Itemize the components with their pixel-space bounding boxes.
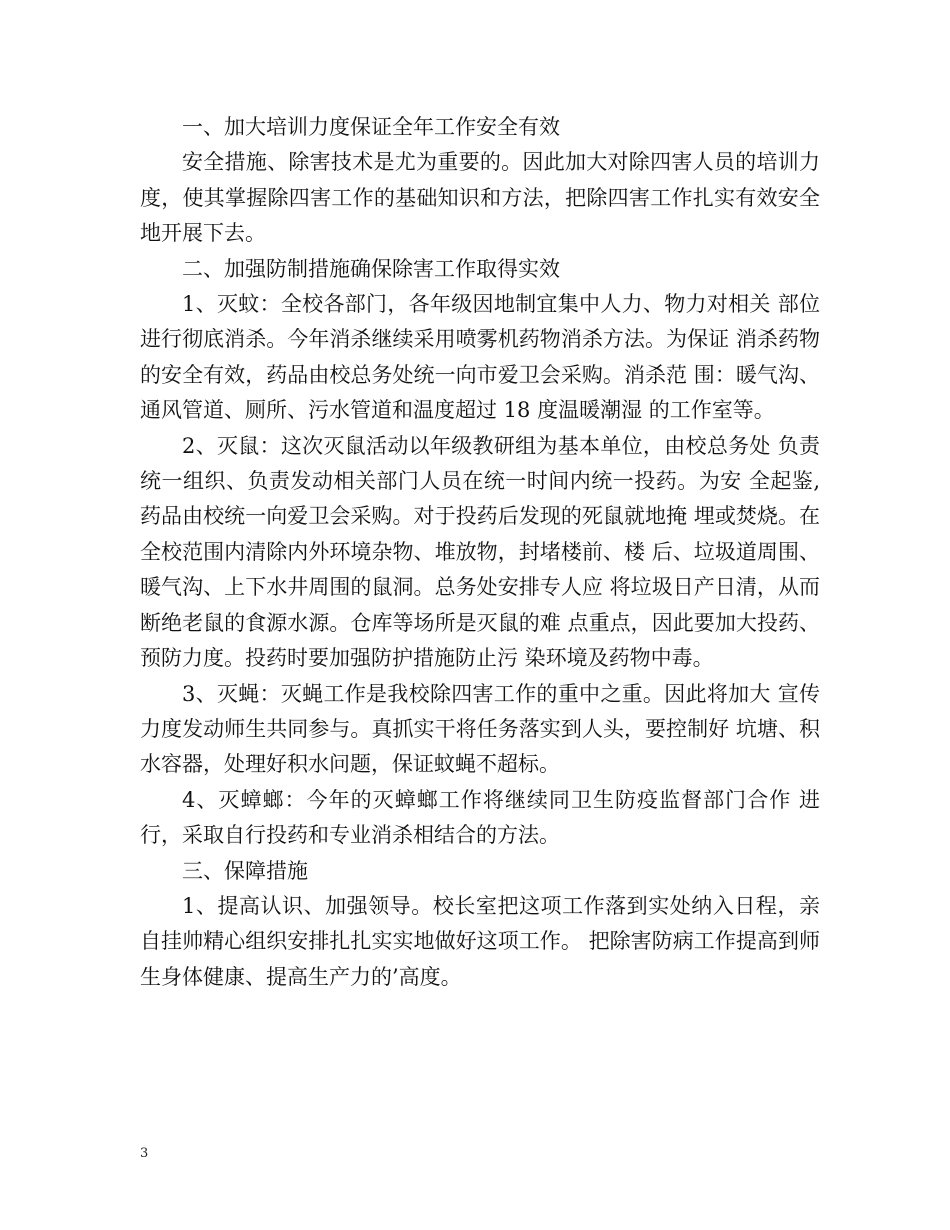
section-heading-prevention: 二、加强防制措施确保除害工作取得实效 bbox=[182, 256, 560, 281]
section-heading-training: 一、加大培训力度保证全年工作安全有效 bbox=[182, 115, 560, 139]
paragraph-rats: 2、灭鼠：这次灭鼠活动以年级教研组为基本单位，由校总务处 负责统一组织、负责发动相关部门人员在统一时间内统一投药。为安 全起鉴,药品由校统一向爱卫会采购。对于投药后发现的死鼠就地掩 埋或焚烧。在全校范围内清除内外环境杂物、堆放物，封堵楼前、楼 后、垃圾道周围、暖气沟、上下水井周围的鼠洞。总务处安排专人应 将垃圾日产日清，从而断绝老鼠的食源水源。仓库等场所是灭鼠的难 点重点，因此要加大投药、预防力度。投药时要加强防护措施防止污 染环境及药物中毒。 bbox=[140, 433, 820, 671]
section-heading-safeguards: 三、保障措施 bbox=[182, 858, 308, 883]
page-number: 3 bbox=[140, 1146, 149, 1161]
document-body bbox=[140, 110, 820, 995]
paragraph-mosquitoes: 1、灭蚊：全校各部门，各年级因地制宜集中人力、物力对相关 部位进行彻底消杀。今年消杀继续采用喷雾机药物消杀方法。为保证 消杀药物的安全有效，药品由校总务处统一向市爱卫会采购。消杀范 围：暖气沟、通风管道、厕所、污水管道和温度超过 18 度温暖潮湿 的工作室等。 bbox=[140, 292, 820, 423]
paragraph-cockroaches: 4、灭蟑螂：今年的灭蟑螂工作将继续同卫生防疫监督部门合作 进行，采取自行投药和专业消杀相结合的方法。 bbox=[140, 787, 820, 848]
paragraph-leadership: 1、提高认识、加强领导。校长室把这项工作落到实处纳入日程，亲自挂帅精心组织安排扎扎实实地做好这项工作。 把除害防病工作提高到师生身体健康、提高生产力的’高度。 bbox=[140, 893, 820, 989]
paragraph-training: 安全措施、除害技术是尤为重要的。因此加大对除四害人员的培训力度，使其掌握除四害工作的基础知识和方法，把除四害工作扎实有效安全地开展下去。 bbox=[140, 150, 820, 246]
paragraph-flies: 3、灭蝇：灭蝇工作是我校除四害工作的重中之重。因此将加大 宣传力度发动师生共同参与。真抓实干将任务落实到人头，要控制好 坑塘、积水容器，处理好积水问题，保证蚊蝇不超标。 bbox=[140, 681, 820, 777]
